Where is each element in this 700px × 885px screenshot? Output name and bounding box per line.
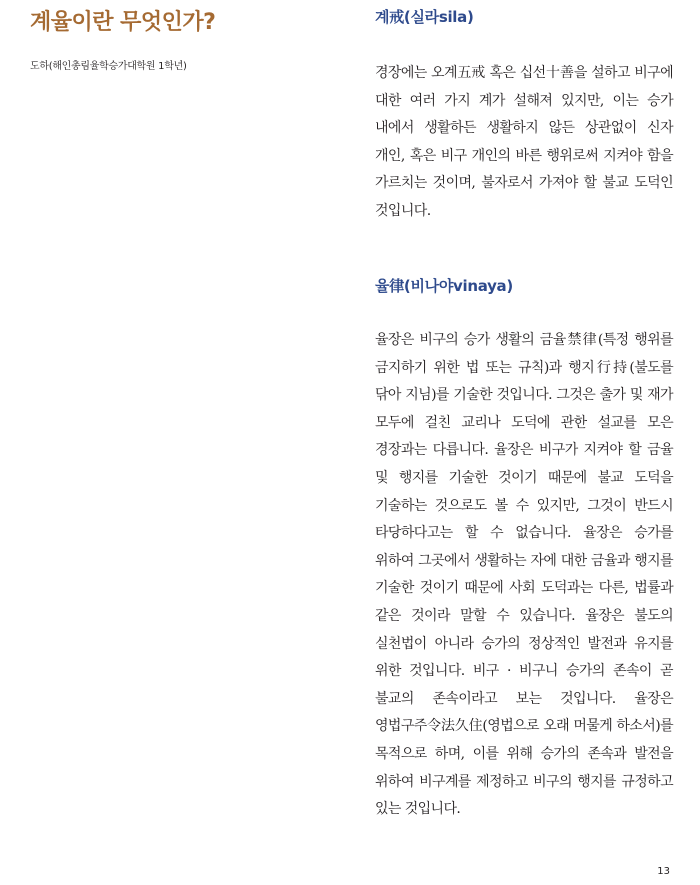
author-byline: 도하(해인총림율학승가대학원 1학년): [30, 61, 187, 72]
page-title: 계율이란 무엇인가?: [30, 10, 216, 35]
section-heading-vinaya: 율律(비나야vinaya): [375, 277, 513, 295]
article-header: [30, 8, 330, 72]
section-heading-sila: 계戒(실라sila): [375, 8, 474, 26]
section-paragraph-vinaya: 율장은 비구의 승가 생활의 금율禁律(특정 행위를 금지하기 위한 법 또는 규칙)과 행지行持(불도를 닦아 지님)를 기술한 것입니다. 그것은 출가 및 재가 모두에 걸친 교리나 도덕에 관한 설교를 모은 경장과는 다릅니다. 율장은 비구가 지켜야 할 금율 및 행지를 기술한 것이기 때문에 불교 도덕을 기술하는 것으로도 볼 수 있지만, 그것이 반드시 타당하다고는 할 수 없습니다. 율장은 승가를 위하여 그곳에서 생활하는 자에 대한 금율과 행지를 기술한 것이기 때문에 사회 도덕과는 다른, 법률과 같은 것이라 말할 수 있습니다. 율장은 불도의 실천법이 아니라 승가의 정상적인 발전과 유지를 위한 것입니다. 비구 · 비구니 승가의 존속이 곧 불교의 존속이라고 보는 것입니다. 율장은 영법구주令法久住(영법으로 오래 머물게 하소서)를 목적으로 하며, 이를 위해 승가의 존속과 발전을 위하여 비구계를 제정하고 비구의 행지를 규정하고 있는 것입니다.: [375, 332, 673, 818]
page-number: 13: [657, 866, 670, 877]
section-paragraph-sila: 경장에는 오계五戒 혹은 십선十善을 설하고 비구에 대한 여러 가지 계가 설해져 있지만, 이는 승가 내에서 생활하든 생활하지 않든 상관없이 신자 개인, 혹은 비구 개인의 바른 행위로써 지켜야 함을 가르치는 것이며, 불자로서 가져야 할 불교 도덕인 것입니다.: [375, 65, 673, 219]
